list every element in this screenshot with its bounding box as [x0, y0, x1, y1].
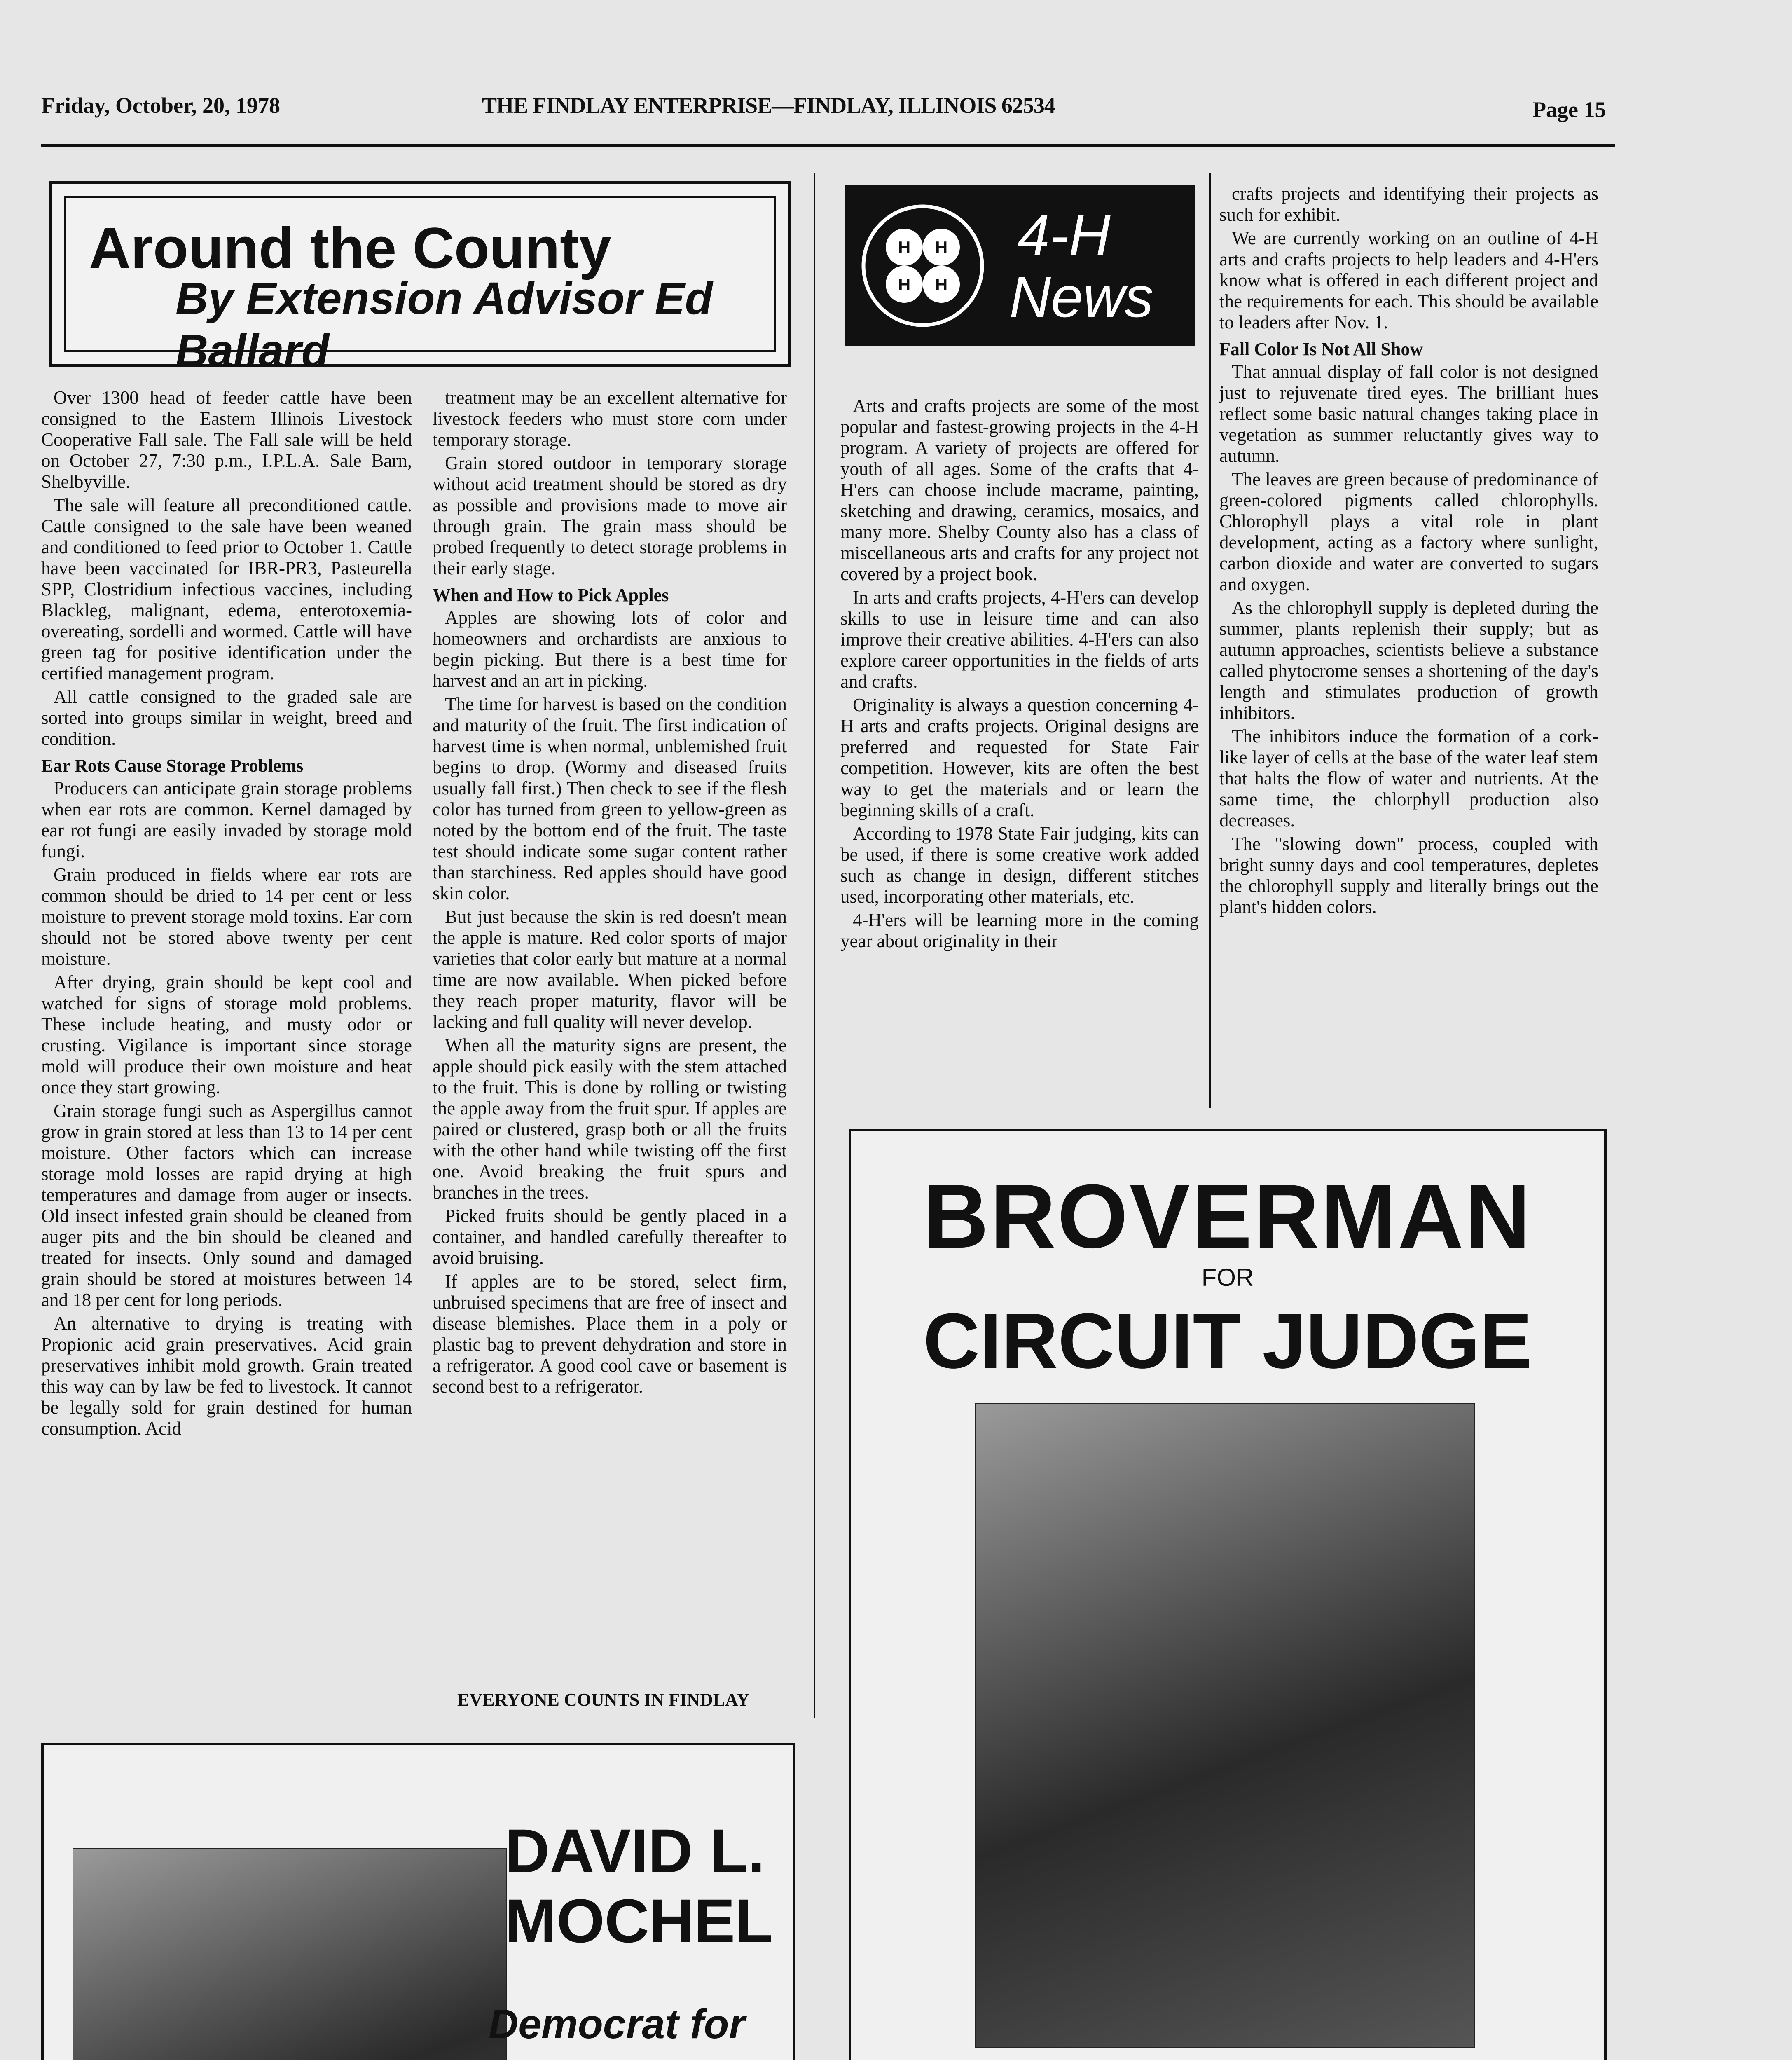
masthead-date: Friday, October, 20, 1978 — [41, 93, 280, 118]
around-county-col-1 — [41, 387, 412, 1718]
masthead-rule — [41, 144, 1615, 147]
article-paragraph: When all the maturity signs are present, the apple should pick easily with the stem attached to the fruit. This is done by rolling or twisting the apple away from the fruit spur. If apples are paired or clustered, grasp both or all the fruits with the other hand while twisting off the first one. Avoid breaking the fruit spurs and branches in the trees. — [433, 1035, 787, 1203]
broverman-photo — [975, 1403, 1475, 2048]
mochel-name-1: DAVID L. — [505, 1816, 765, 1885]
around-county-header — [49, 181, 791, 376]
masthead-paper: THE FINDLAY ENTERPRISE—FINDLAY, ILLINOIS 62534 — [482, 93, 1055, 118]
svg-text:H: H — [935, 275, 948, 294]
article-paragraph: Arts and crafts projects are some of the most popular and fastest-growing projects in the 4-H program. A variety of projects are offered for youth of all ages. Some of the crafts that 4-H'ers can choose include macrame, painting, sketching and drawing, ceramics, mosaics, and many more. Shelby County also has a class of miscellaneous arts and crafts for any project not covered by a project book. — [840, 396, 1199, 584]
broverman-headline: BROVERMAN — [923, 1166, 1532, 1267]
article-paragraph: We are currently working on an outline of 4-H arts and crafts projects to help leaders and 4-H'ers know what is offered in each different project and the requirements for each. This should be available to leaders after Nov. 1. — [1219, 228, 1598, 332]
article-paragraph: Over 1300 head of feeder cattle have been consigned to the Eastern Illinois Livestock Cooperative Fall sale. The Fall sale will be held on October 27, 7:30 p.m., I.P.L.A. Sale Barn, Shelbyville. — [41, 387, 412, 492]
four-h-header — [845, 185, 1195, 346]
article-paragraph: The inhibitors induce the formation of a cork-like layer of cells at the base of the water leaf stem that halts the flow of water and nutrients. At the same time, the chlorphyll production also decreases. — [1219, 726, 1598, 831]
four-h-col-2 — [1219, 183, 1598, 1106]
article-paragraph: The sale will feature all preconditioned cattle. Cattle consigned to the sale have been weaned and conditioned to feed prior to October 1. Cattle have been vaccinated for IBR-PR3, Pasteurella SPP, Clostridium infectious vaccines, including Blackleg, malignant, edema, enterotoxemia-overeating, sordelli and wormed. Cattle will have green tag for positive identification under the certified management program. — [41, 495, 412, 684]
four-h-clover-icon — [861, 204, 985, 328]
article-paragraph: Picked fruits should be gently placed in a container, and handled carefully thereafter to avoid bruising. — [433, 1206, 787, 1268]
article-heading: Fall Color Is Not All Show — [1219, 339, 1423, 359]
article-paragraph: According to 1978 State Fair judging, kits can be used, if there is some creative work added such as change in design, different stitches used, incorporating other materials, etc. — [840, 823, 1199, 907]
four-h-title-2: News — [1009, 265, 1154, 329]
article-paragraph: Originality is always a question concerning 4-H arts and crafts projects. Original designs are preferred and requested for State Fair competition. However, kits are often the best way to get the materials and or learn the beginning skills of a craft. — [840, 695, 1199, 820]
article-paragraph: An alternative to drying is treating with Propionic acid grain preservatives. Acid grain preservatives inhibit mold growth. Grain treated this way can by law be fed to livestock. It cannot be legally sold for grain destined for human consumption. Acid — [41, 1313, 412, 1439]
article-heading: When and How to Pick Apples — [433, 585, 669, 605]
masthead-page: Page 15 — [1532, 97, 1606, 122]
article-heading: Ear Rots Cause Storage Problems — [41, 756, 304, 776]
mochel-party: Democrat for — [489, 2001, 745, 2047]
broverman-ad — [849, 1129, 1607, 2060]
article-paragraph: After drying, grain should be kept cool and watched for signs of storage mold problems. These include heating, and musty odor or crusting. Vigilance is important since storage mold will produce their own moisture and heat once they start growing. — [41, 972, 412, 1098]
mochel-name-2: MOCHEL — [505, 1886, 773, 1955]
four-h-title-1: 4-H — [1018, 203, 1111, 267]
article-paragraph: 4-H'ers will be learning more in the coming year about originality in their — [840, 910, 1199, 951]
svg-text:H: H — [898, 238, 911, 257]
article-paragraph: As the chlorophyll supply is depleted during the summer, plants replenish their supply; but as autumn approaches, scientists believe a substance called phytocrome senses a shortening of the day's length and stimulates production of growth inhibitors. — [1219, 597, 1598, 723]
broverman-office: CIRCUIT JUDGE — [923, 1297, 1532, 1385]
article-paragraph: treatment may be an excellent alternative for livestock feeders who must store corn under temporary storage. — [433, 387, 787, 450]
around-county-byline: By Extension Advisor Ed Ballard — [175, 273, 713, 376]
article-paragraph: The "slowing down" process, coupled with bright sunny days and cool temperatures, depletes the chlorophyll supply and literally brings out the plant's hidden colors. — [1219, 833, 1598, 917]
article-paragraph: That annual display of fall color is not designed just to rejuvenate tired eyes. The brilliant hues reflect some basic natural changes taking place in vegetation as summer reluctantly gives way to autumn. — [1219, 361, 1598, 466]
article-paragraph: crafts projects and identifying their projects as such for exhibit. — [1219, 183, 1598, 225]
article-paragraph: The leaves are green because of predominance of green-colored pigments called chlorophylls. Chlorophyll plays a vital role in plant development, acting as a factory where sunlight, carbon dioxide and water are converted to sugars and oxygen. — [1219, 469, 1598, 595]
article-paragraph: Grain storage fungi such as Aspergillus cannot grow in grain stored at less than 13 to 14 per cent moisture. Other factors which can increase storage mold losses are rapid drying at high temperatures and damage from auger or insects. Old insect infested grain should be cleaned from auger pits and the bin should be cleaned and treated for insects. Only sound and damaged grain should be stored at moistures between 14 and 18 per cent for long periods. — [41, 1100, 412, 1310]
mochel-ad — [41, 1743, 795, 2060]
around-county-title: Around the County — [89, 215, 611, 280]
around-county-sign-off: EVERYONE COUNTS IN FINDLAY — [457, 1690, 750, 1710]
four-h-col-1 — [840, 396, 1199, 1108]
svg-text:H: H — [898, 275, 911, 294]
article-paragraph: Grain stored outdoor in temporary storage without acid treatment should be stored as dry as possible and provisions made to move air through grain. The grain mass should be probed frequently to detect storage problems in their early stage. — [433, 453, 787, 578]
column-divider-1 — [814, 173, 815, 1718]
column-divider-2 — [1209, 173, 1211, 1108]
article-paragraph: Producers can anticipate grain storage problems when ear rots are common. Kernel damaged by ear rot fungi are easily invaded by storage mold fungi. — [41, 778, 412, 861]
broverman-for: FOR — [1201, 1264, 1254, 1291]
article-paragraph: All cattle consigned to the graded sale are sorted into groups similar in weight, breed and condition. — [41, 686, 412, 749]
svg-text:H: H — [935, 238, 948, 257]
article-paragraph: If apples are to be stored, select firm, unbruised specimens that are free of insect and disease blemishes. Place them in a poly or plastic bag to prevent dehydration and store in a refrigerator. A good cool cave or basement is second best to a refrigerator. — [433, 1271, 787, 1397]
mochel-photo — [73, 1848, 507, 2060]
article-paragraph: But just because the skin is red doesn't mean the apple is mature. Red color sports of major varieties that color early but mature at a normal time are now available. When picked before they reach proper maturity, flavor will be lacking and full quality will never develop. — [433, 906, 787, 1032]
article-paragraph: Apples are showing lots of color and homeowners and orchardists are anxious to begin picking. But there is a best time for harvest and an art in picking. — [433, 607, 787, 691]
around-county-col-2 — [433, 387, 787, 1664]
article-paragraph: Grain produced in fields where ear rots are common should be dried to 14 per cent or less moisture to prevent storage mold toxins. Ear corn should not be stored above twenty per cent moisture. — [41, 864, 412, 969]
article-paragraph: In arts and crafts projects, 4-H'ers can develop skills to use in leisure time and can also improve their creative abilities. 4-H'ers can also explore career opportunities in the fields of arts and crafts. — [840, 587, 1199, 692]
article-paragraph: The time for harvest is based on the condition and maturity of the fruit. The first indication of harvest time is when normal, unblemished fruit begins to drop. (Wormy and diseased fruits usually fall first.) Then check to see if the flesh color has turned from green to yellow-green as noted by the bottom end of the fruit. The taste test should indicate some sugar content rather than starchiness. Red apples should have good skin color. — [433, 694, 787, 904]
